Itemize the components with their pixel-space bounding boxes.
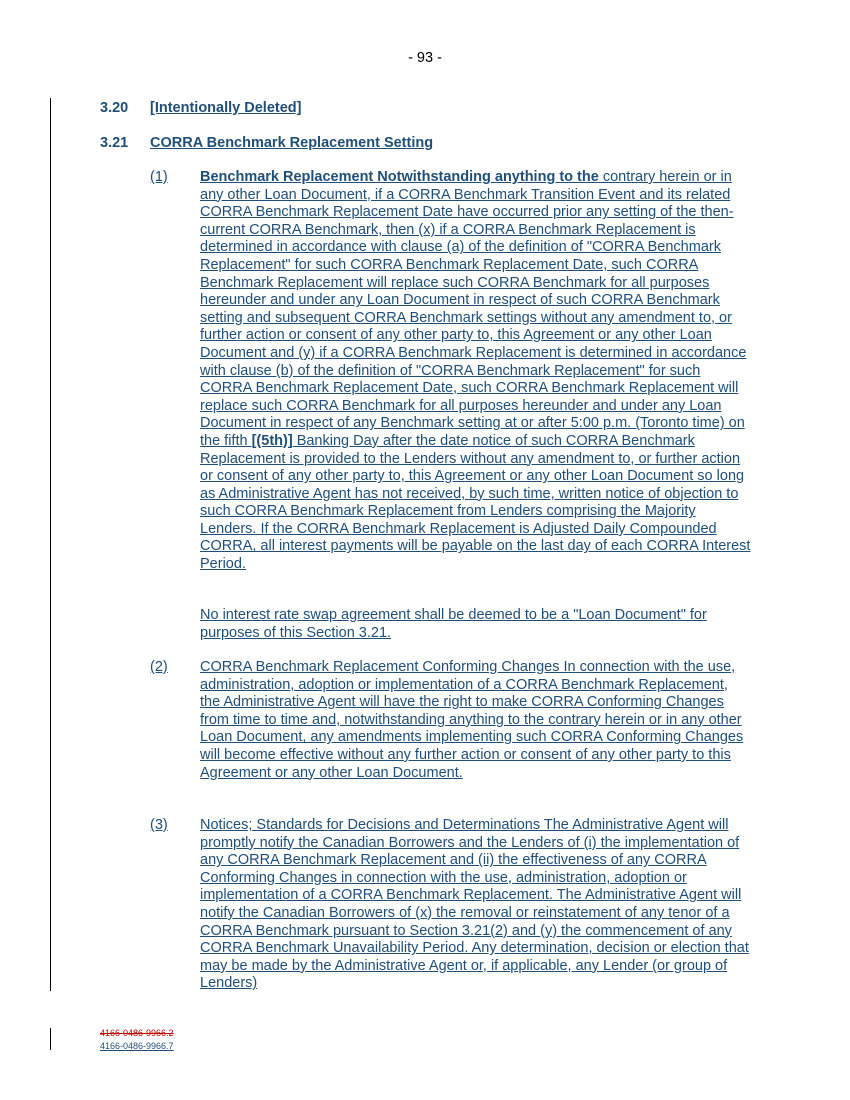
footer-doc-id-inserted: 4166-0486-9966.7	[100, 1041, 174, 1051]
paragraph-3: Notices; Standards for Decisions and Determinations The Administrative Agent will promptly notify the Canadian Borrowers and the Lenders of (i) the implementation of any CORRA Benchmark Replacement and (ii) the effectiveness of any CORRA Conforming Changes in connection with the use, administration, adoption or implementation of a CORRA Benchmark Replacement. The Administrative Agent will notify the Canadian Borrowers of (x) the removal or reinstatement of any tenor of a CORRA Benchmark pursuant to Section 3.21(2) and (y) the commencement of any CORRA Benchmark Unavailability Period. Any determination, decision or election that may be made by the Administrative Agent or, if applicable, any Lender (or group of Lenders)	[200, 817, 749, 992]
paragraph-1-text-b: Banking Day after the date notice of such CORRA Benchmark Replacement is provided to the Lenders without any amendment to, or further action or consent of any other party to, this Agreement or any other Loan Document so long as Administrative Agent has not received, by such time, written notice of objection to such CORRA Benchmark Replacement from Lenders comprising the Majority Lenders. If the CORRA Benchmark Replacement is Adjusted Daily Compounded CORRA, all interest payments will be payable on the last day of each CORRA Interest Period.	[200, 432, 751, 573]
section-number: 3.21	[100, 135, 129, 151]
page-number: - 93 -	[408, 50, 442, 66]
paragraph-1-text-a: contrary herein or in any other Loan Document, if a CORRA Benchmark Transition Event and its related CORRA Benchmark Replacement Date have occurred prior any setting of the then-current CORRA Benchmark, then (x) if a CORRA Benchmark Replacement is determined in accordance with clause (a) of the definition of "CORRA Benchmark Replacement" for such CORRA Benchmark Replacement Date, such CORRA Benchmark Replacement will replace such CORRA Benchmark for all purposes hereunder and under any Loan Document in respect of such CORRA Benchmark setting and subsequent CORRA Benchmark settings without any amendment to, or further action or consent of any other party to, this Agreement or any other Loan Document and (y) if a CORRA Benchmark Replacement is determined in accordance with clause (b) of the definition of "CORRA Benchmark Replacement" for such CORRA Benchmark Replacement Date, such CORRA Benchmark Replacement will replace such CORRA Benchmark for all purposes hereunder and under any Loan Document in respect of any Benchmark setting at or after 5:00 p.m. (Toronto time) on the fifth	[200, 169, 747, 449]
paragraph-1-note: No interest rate swap agreement shall be deemed to be a "Loan Document" for purposes of this Section 3.21.	[200, 607, 707, 641]
paragraph-label-1: (1)	[150, 169, 168, 185]
paragraph-1-bold-mid: [(5th)]	[251, 432, 293, 449]
paragraph-1-bold-lead: Benchmark Replacement Notwithstanding anything to the	[200, 169, 599, 185]
section-number: 3.20	[100, 100, 129, 116]
paragraph-label-3: (3)	[150, 817, 168, 833]
footer-change-bar	[50, 1028, 51, 1050]
footer-doc-id-deleted: 4166-0486-9966.2	[100, 1028, 174, 1038]
paragraph-2: CORRA Benchmark Replacement Conforming Changes In connection with the use, administration, adoption or implementation of a CORRA Benchmark Replacement, the Administrative Agent will have the right to make CORRA Conforming Changes from time to time and, notwithstanding anything to the contrary herein or in any other Loan Document, any amendments implementing such CORRA Conforming Changes will become effective without any further action or consent of any other party to this Agreement or any other Loan Document.	[200, 659, 744, 781]
change-bar	[50, 98, 51, 991]
paragraph-label-2: (2)	[150, 659, 168, 675]
section-title: [Intentionally Deleted]	[150, 100, 302, 116]
paragraph-1	[200, 169, 752, 574]
section-heading-3-21	[100, 135, 433, 151]
section-title: CORRA Benchmark Replacement Setting	[150, 135, 434, 151]
section-heading-3-20	[100, 100, 301, 116]
